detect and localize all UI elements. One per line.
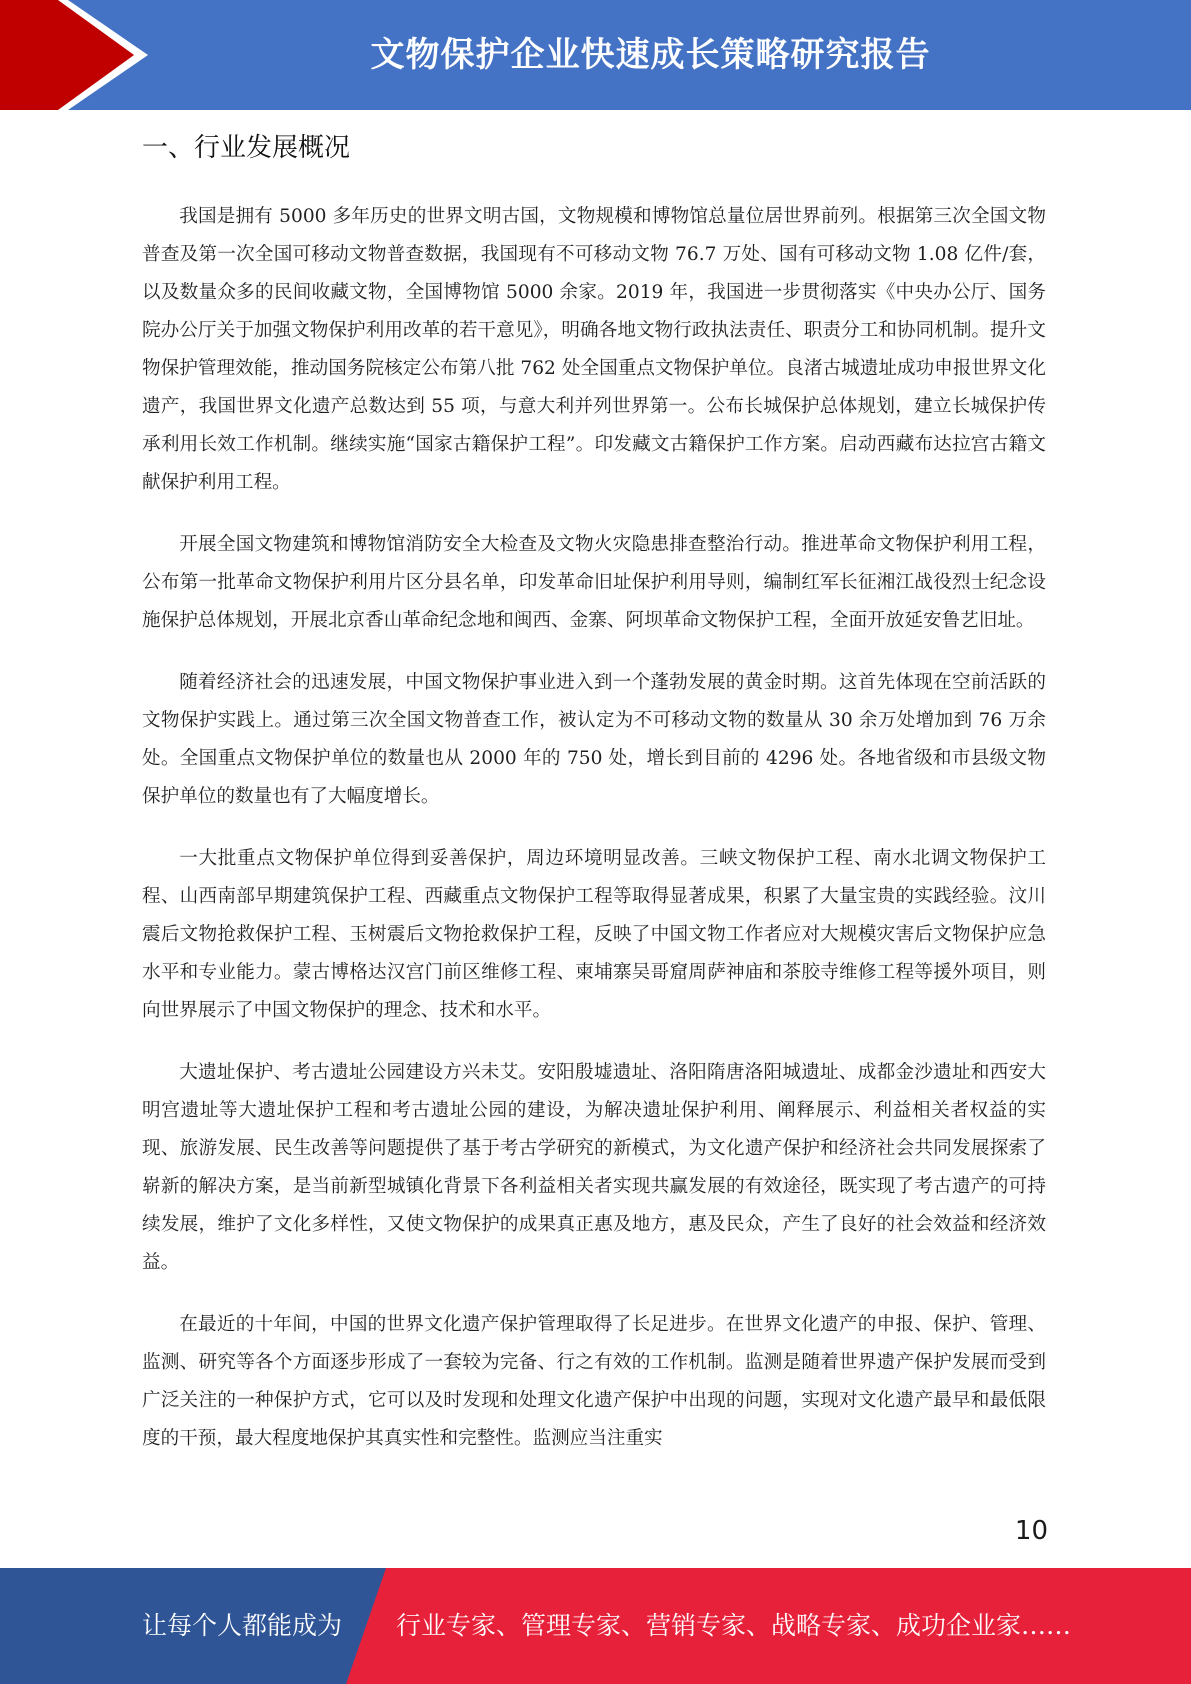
- section-heading: 一、行业发展概况: [142, 133, 351, 163]
- page-header: [0, 0, 1191, 110]
- chevron-arrow-icon: [0, 0, 160, 110]
- page-footer: [0, 1568, 1191, 1684]
- footer-slogan-right: 行业专家、管理专家、营销专家、战略专家、成功企业家……: [396, 1611, 1072, 1640]
- report-body: [142, 198, 1046, 1482]
- body-paragraph: 在最近的十年间，中国的世界文化遗产保护管理取得了长足进步。在世界文化遗产的申报、保护、管理、监测、研究等各个方面逐步形成了一套较为完备、行之有效的工作机制。监测是随着世界遗产保护发展而受到广泛关注的一种保护方式，它可以及时发现和处理文化遗产保护中出现的问题，实现对文化遗产最早和最低限度的干预，最大程度地保护其真实性和完整性。监测应当注重实: [142, 1314, 1046, 1449]
- body-paragraph: 随着经济社会的迅速发展，中国文物保护事业进入到一个蓬勃发展的黄金时期。这首先体现在空前活跃的文物保护实践上。通过第三次全国文物普查工作，被认定为不可移动文物的数量从 30 余万处增加到 76 万余处。全国重点文物保护单位的数量也从 2000 年的 750 处，增长到目前的 4296 处。各地省级和市县级文物保护单位的数量也有了大幅度增长。: [142, 672, 1046, 807]
- body-paragraph: 开展全国文物建筑和博物馆消防安全大检查及文物火灾隐患排查整治行动。推进革命文物保护利用工程，公布第一批革命文物保护利用片区分县名单，印发革命旧址保护利用导则，编制红军长征湘江战役烈士纪念设施保护总体规划，开展北京香山革命纪念地和闽西、金寨、阿坝革命文物保护工程，全面开放延安鲁艺旧址。: [142, 534, 1046, 631]
- document-title: 文物保护企业快速成长策略研究报告: [370, 35, 931, 75]
- body-paragraph: 大遗址保护、考古遗址公园建设方兴未艾。安阳殷墟遗址、洛阳隋唐洛阳城遗址、成都金沙遗址和西安大明宫遗址等大遗址保护工程和考古遗址公园的建设，为解决遗址保护利用、阐释展示、利益相关者权益的实现、旅游发展、民生改善等问题提供了基于考古学研究的新模式，为文化遗产保护和经济社会共同发展探索了崭新的解决方案，是当前新型城镇化背景下各利益相关者实现共赢发展的有效途径，既实现了考古遗产的可持续发展，维护了文化多样性，又使文物保护的成果真正惠及地方，惠及民众，产生了良好的社会效益和经济效益。: [142, 1062, 1046, 1273]
- page-number: 10: [1014, 1516, 1048, 1546]
- footer-slogan-left: 让每个人都能成为: [142, 1611, 343, 1640]
- body-paragraph: 我国是拥有 5000 多年历史的世界文明古国，文物规模和博物馆总量位居世界前列。根据第三次全国文物普查及第一次全国可移动文物普查数据，我国现有不可移动文物 76.7 万处、国有可移动文物 1.08 亿件/套，以及数量众多的民间收藏文物，全国博物馆 5000 余家。2019 年，我国进一步贯彻落实《中央办公厅、国务院办公厅关于加强文物保护利用改革的若干意见》，明确各地文物行政执法责任、职责分工和协同机制。提升文物保护管理效能，推动国务院核定公布第八批 762 处全国重点文物保护单位。良渚古城遗址成功申报世界文化遗产，我国世界文化遗产总数达到 55 项，与意大利并列世界第一。公布长城保护总体规划，建立长城保护传承利用长效工作机制。继续实施“国家古籍保护工程”。印发藏文古籍保护工作方案。启动西藏布达拉宫古籍文献保护利用工程。: [142, 206, 1046, 493]
- body-paragraph: 一大批重点文物保护单位得到妥善保护，周边环境明显改善。三峡文物保护工程、南水北调文物保护工程、山西南部早期建筑保护工程、西藏重点文物保护工程等取得显著成果，积累了大量宝贵的实践经验。汶川震后文物抢救保护工程、玉树震后文物抢救保护工程，反映了中国文物工作者应对大规模灾害后文物保护应急水平和专业能力。蒙古博格达汉宫门前区维修工程、柬埔寨吴哥窟周萨神庙和茶胶寺维修工程等援外项目，则向世界展示了中国文物保护的理念、技术和水平。: [142, 848, 1046, 1021]
